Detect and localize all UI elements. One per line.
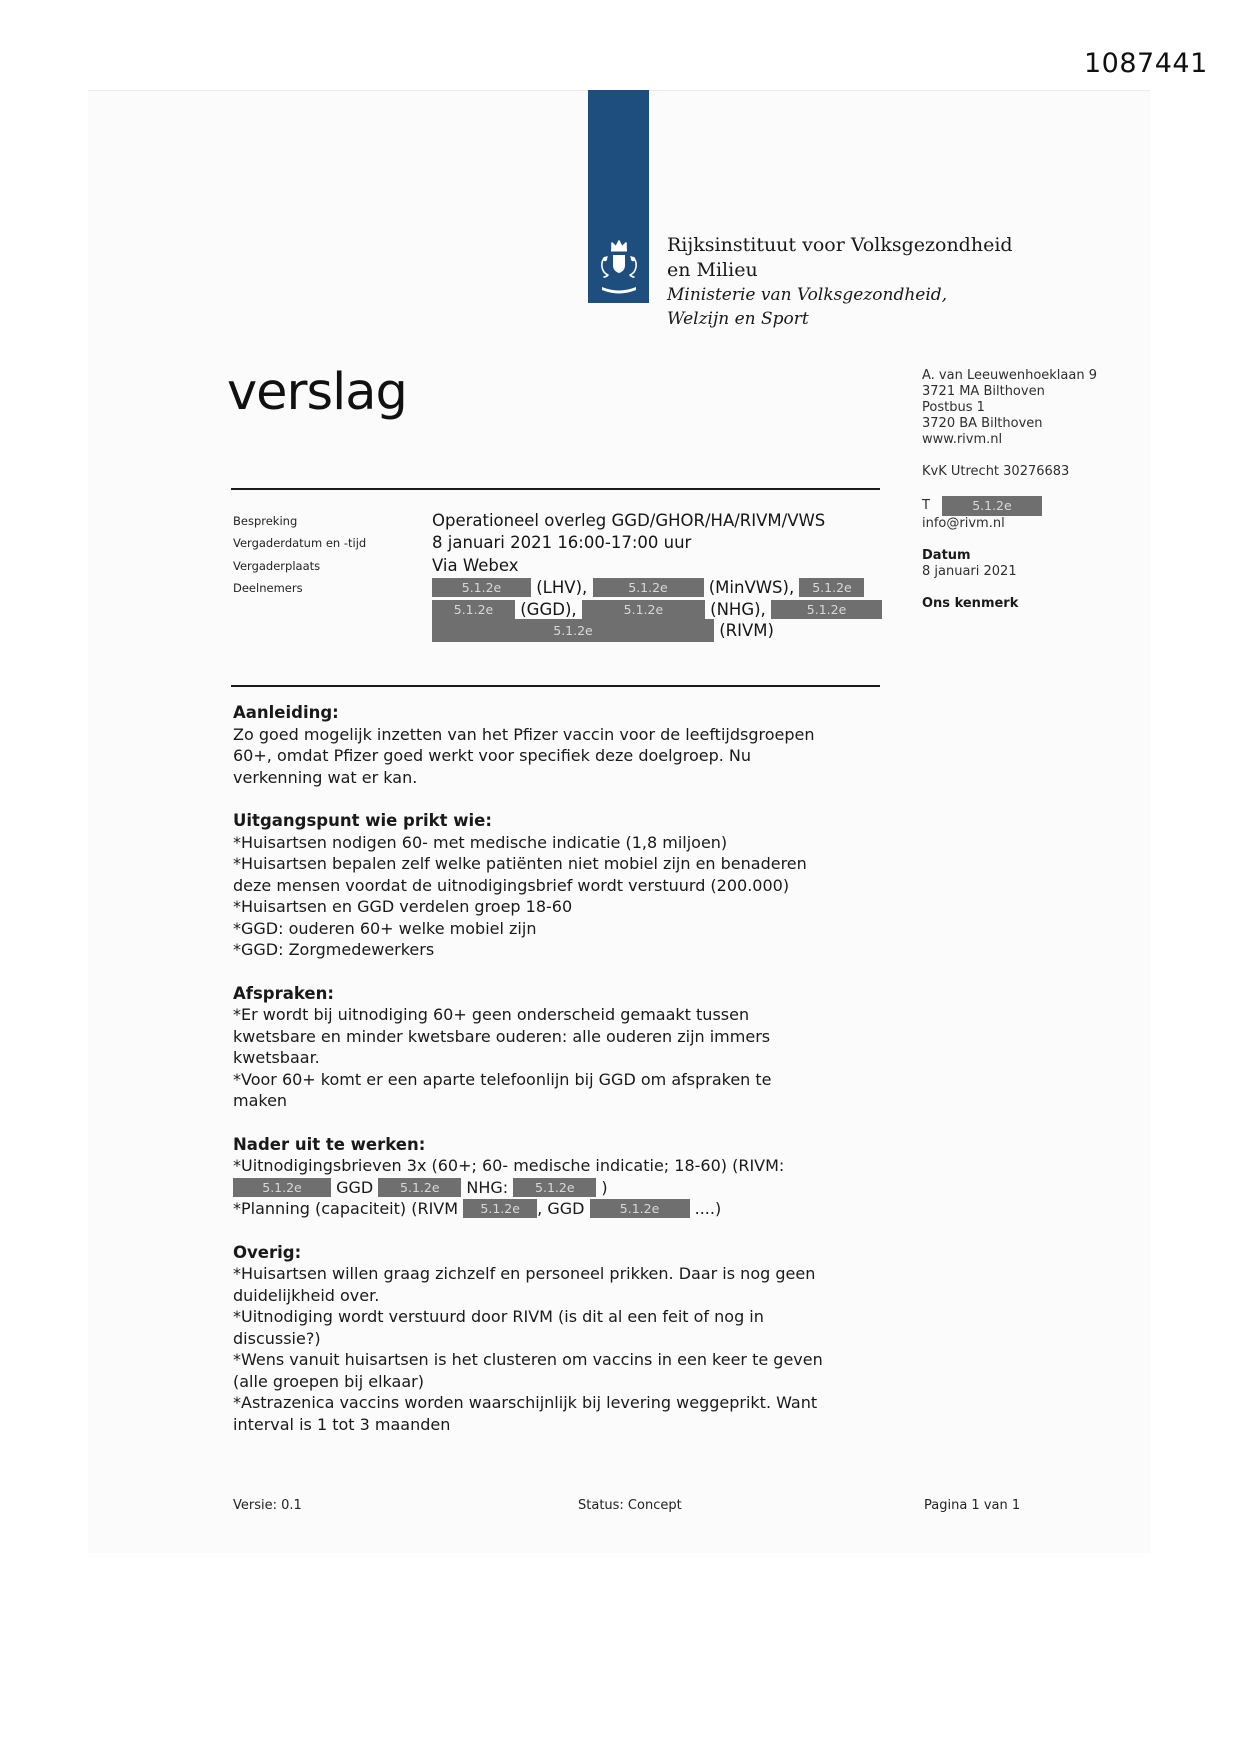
body-line: *GGD: ouderen 60+ welke mobiel zijn — [233, 918, 537, 938]
body-line: kwetsbaar. — [233, 1048, 320, 1067]
section-heading: Uitgangspunt wie prikt wie: — [233, 811, 492, 830]
meeting-details-table — [233, 510, 893, 642]
text-segment: (GGD), — [515, 599, 582, 619]
spacer — [922, 580, 1152, 596]
phone-line — [922, 496, 1152, 516]
section — [233, 1242, 898, 1436]
body-line: *Huisartsen nodigen 60- met medische indicatie (1,8 miljoen) — [233, 832, 728, 852]
document-body — [233, 702, 898, 1435]
meeting-row — [233, 555, 893, 577]
spacer — [922, 480, 1152, 496]
body-line: duidelijkheid over. — [233, 1285, 380, 1305]
rivm-logo — [588, 90, 649, 303]
rivm-coat-of-arms-icon — [597, 239, 641, 297]
meeting-row-value: 8 januari 2021 16:00-17:00 uur — [432, 533, 692, 553]
text-segment: *Planning (capaciteit) (RIVM — [233, 1199, 464, 1218]
meeting-row-value: Operationeel overleg GGD/GHOR/HA/RIVM/VWS — [432, 511, 826, 530]
deelnemers-line — [432, 577, 882, 599]
body-line: *Voor 60+ komt er een aparte telefoonlijn bij GGD om afspraken te — [233, 1069, 772, 1089]
website-text: www.rivm.nl — [922, 432, 1003, 447]
redaction-box: 5.1.2e — [593, 578, 704, 597]
redaction-box: 5.1.2e — [582, 600, 705, 619]
body-line: *Astrazenica vaccins worden waarschijnlijk bij levering weggeprikt. Want — [233, 1393, 818, 1412]
kenmerk-label: Ons kenmerk — [922, 596, 1019, 611]
body-line: *GGD: Zorgmedewerkers — [233, 940, 435, 959]
meeting-row — [233, 510, 893, 532]
section — [233, 702, 898, 788]
redaction-box: 5.1.2e — [432, 600, 515, 619]
horizontal-rule-bottom — [231, 685, 880, 687]
spacer — [922, 532, 1152, 548]
spacer — [922, 448, 1152, 464]
body-line — [233, 1177, 898, 1199]
meeting-row-value: Via Webex — [432, 555, 519, 575]
deelnemers-line — [432, 620, 882, 642]
phone-label: T — [922, 498, 930, 513]
redaction-box: 5.1.2e — [233, 1178, 331, 1197]
section — [233, 810, 898, 961]
org-name-line2: en Milieu — [667, 259, 758, 281]
body-line: *Uitnodiging wordt verstuurd door RIVM (is dit al een feit of nog in — [233, 1307, 764, 1326]
document-number: 1087441 — [1084, 48, 1208, 79]
page-title: verslag — [227, 363, 407, 422]
body-line: kwetsbare en minder kwetsbare ouderen: alle ouderen zijn immers — [233, 1026, 771, 1046]
ministry-line2: Welzijn en Sport — [667, 309, 809, 329]
letterhead-meta-column — [922, 368, 1152, 612]
body-line: *Uitnodigingsbrieven 3x (60+; 60- medische indicatie; 18-60) (RIVM: — [233, 1156, 785, 1175]
meeting-row-value — [432, 577, 882, 642]
logo-wordmark — [667, 233, 1013, 331]
footer-version: Versie: 0.1 — [233, 1498, 302, 1513]
text-segment: (RIVM) — [714, 621, 774, 641]
datum-value: 8 januari 2021 — [922, 564, 1017, 579]
body-line: *Er wordt bij uitnodiging 60+ geen onderscheid gemaakt tussen — [233, 1005, 750, 1024]
email-text: info@rivm.nl — [922, 516, 1005, 531]
meeting-row-label: Vergaderplaats — [233, 558, 321, 573]
text-segment: GGD — [331, 1177, 379, 1197]
section — [233, 983, 898, 1112]
redaction-box: 5.1.2e — [378, 1178, 461, 1197]
address-line: 3721 MA Bilthoven — [922, 384, 1045, 399]
redaction-box: 5.1.2e — [513, 1178, 596, 1197]
body-line: verkenning wat er kan. — [233, 767, 418, 787]
redaction-box: 5.1.2e — [799, 578, 864, 597]
body-line: *Wens vanuit huisartsen is het clusteren om vaccins in een keer te geven — [233, 1350, 823, 1369]
datum-label: Datum — [922, 548, 971, 563]
redaction-box: 5.1.2e — [942, 496, 1042, 516]
kvk-number: KvK Utrecht 30276683 — [922, 464, 1070, 479]
redaction-box: 5.1.2e — [432, 578, 531, 597]
section-heading: Nader uit te werken: — [233, 1134, 426, 1154]
address-line: A. van Leeuwenhoeklaan 9 — [922, 368, 1097, 383]
section-heading: Afspraken: — [233, 983, 334, 1003]
meeting-row-label: Deelnemers — [233, 581, 303, 596]
text-segment: (NHG), — [704, 599, 772, 619]
body-line — [233, 1198, 898, 1220]
body-line: interval is 1 tot 3 maanden — [233, 1414, 451, 1434]
section — [233, 1134, 898, 1220]
text-segment: NHG: — [461, 1177, 514, 1197]
body-line: (alle groepen bij elkaar) — [233, 1371, 424, 1391]
meeting-row-label: Vergaderdatum en -tijd — [233, 536, 367, 551]
org-name-line1: Rijksinstituut voor Volksgezondheid — [667, 234, 1013, 256]
deelnemers-line — [432, 599, 882, 621]
section-heading: Overig: — [233, 1242, 302, 1262]
address-line: 3720 BA Bilthoven — [922, 416, 1043, 431]
body-line: *Huisartsen willen graag zichzelf en personeel prikken. Daar is nog geen — [233, 1264, 816, 1283]
text-segment: ....) — [689, 1199, 722, 1218]
body-line: discussie?) — [233, 1328, 321, 1348]
text-segment: (MinVWS), — [703, 578, 800, 598]
meeting-row-label: Bespreking — [233, 514, 298, 528]
body-line: maken — [233, 1091, 288, 1110]
body-line: *Huisartsen en GGD verdelen groep 18-60 — [233, 897, 573, 916]
redaction-box: 5.1.2e — [771, 600, 882, 619]
footer-page-number: Pagina 1 van 1 — [924, 1498, 1021, 1513]
footer-status: Status: Concept — [578, 1498, 682, 1513]
redaction-box: 5.1.2e — [463, 1199, 537, 1218]
redaction-box: 5.1.2e — [432, 619, 714, 642]
body-line: deze mensen voordat de uitnodigingsbrief wordt verstuurd (200.000) — [233, 875, 790, 895]
ministry-line1: Ministerie van Volksgezondheid, — [667, 285, 948, 305]
horizontal-rule-top — [231, 488, 880, 490]
address-line: Postbus 1 — [922, 400, 985, 415]
meeting-row — [233, 577, 893, 642]
text-segment: ) — [596, 1177, 608, 1197]
body-line: Zo goed mogelijk inzetten van het Pfizer vaccin voor de leeftijdsgroepen — [233, 724, 815, 744]
redaction-box: 5.1.2e — [590, 1199, 690, 1218]
text-segment: (LHV), — [531, 578, 593, 598]
section-heading: Aanleiding: — [233, 703, 339, 722]
body-line: 60+, omdat Pfizer goed werkt voor specifiek deze doelgroep. Nu — [233, 746, 752, 765]
text-segment: , GGD — [537, 1199, 590, 1218]
body-line: *Huisartsen bepalen zelf welke patiënten niet mobiel zijn en benaderen — [233, 854, 807, 873]
meeting-row — [233, 532, 893, 554]
